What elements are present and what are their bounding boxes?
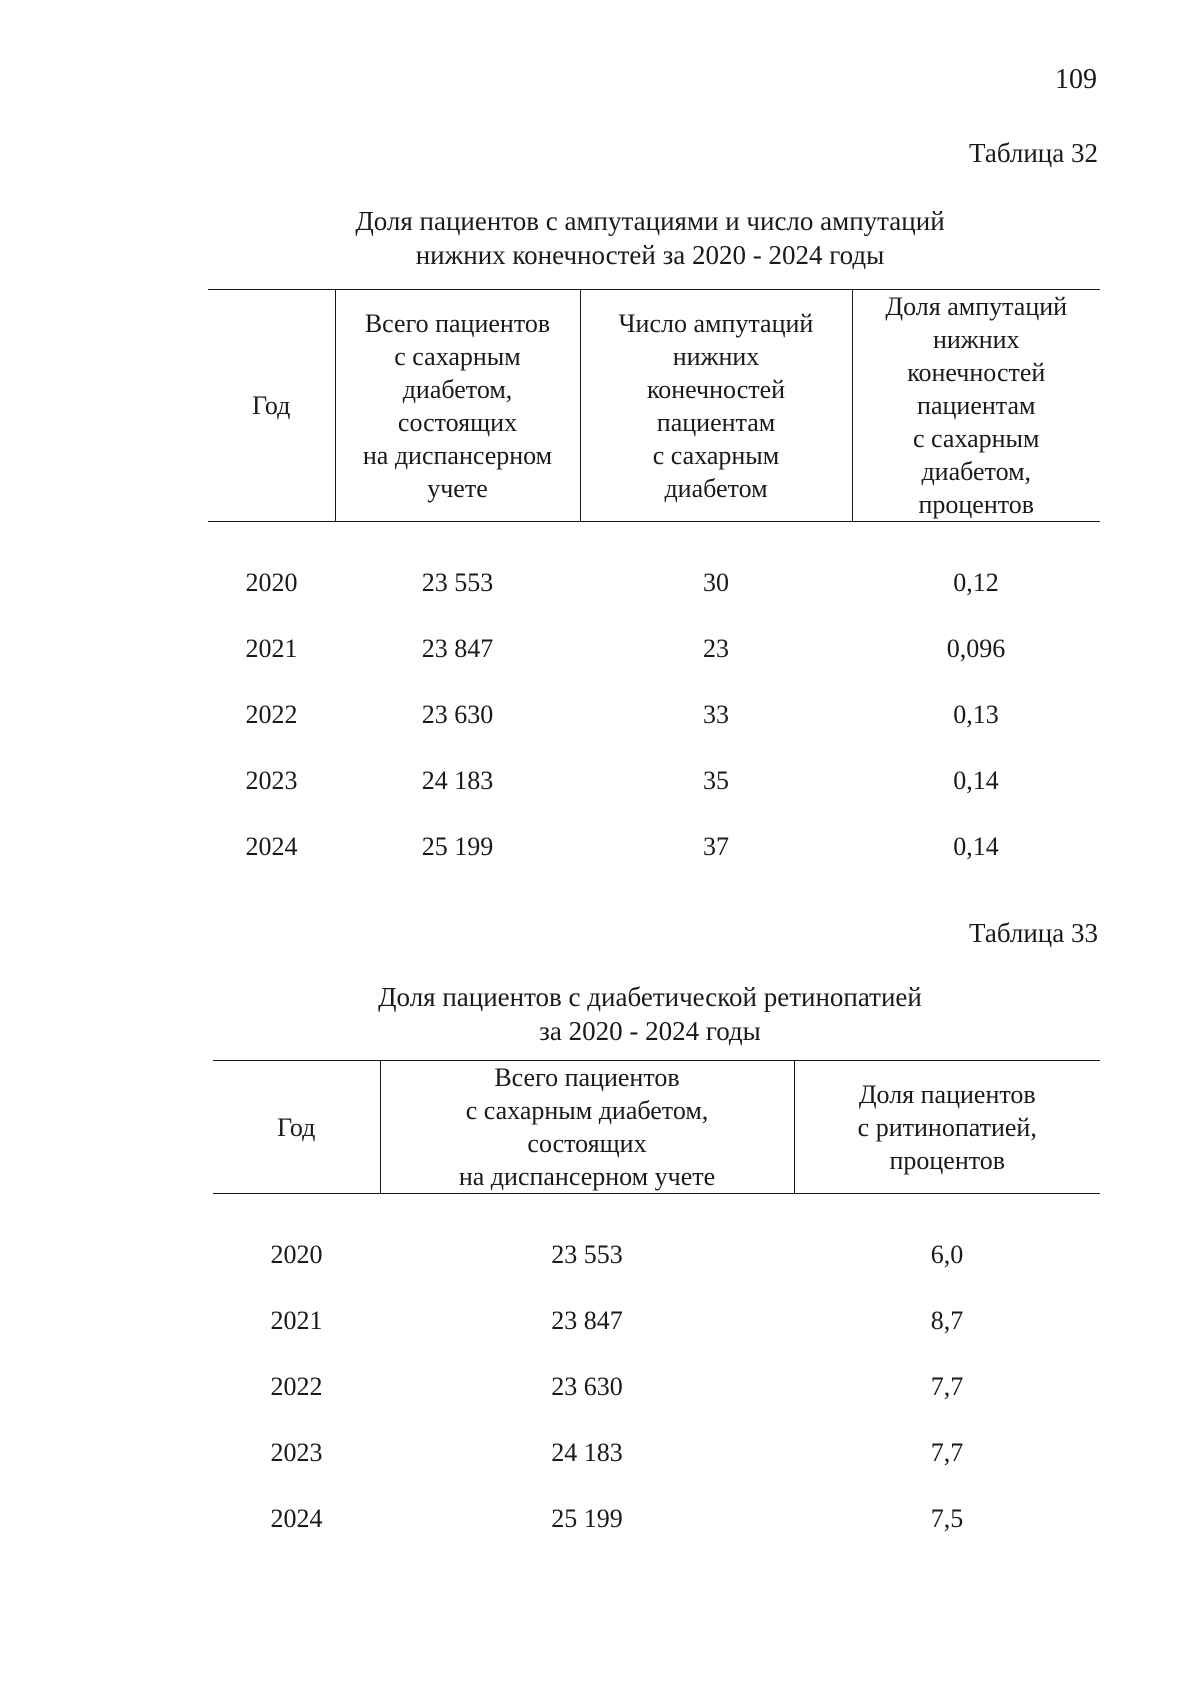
table-32-caption-line: нижних конечностей за 2020 - 2024 годы <box>415 240 885 270</box>
column-header-line: состоящих <box>527 1129 647 1158</box>
column-header-line: процентов <box>889 1145 1006 1175</box>
page-number: 109 <box>1055 64 1097 95</box>
column-header-line: диабетом <box>664 473 768 503</box>
column-header-line: Год <box>252 391 291 420</box>
table-32-body <box>208 522 1100 881</box>
column-header-line: Всего пациентов <box>494 1063 680 1092</box>
table-cell: 23 <box>703 633 729 663</box>
table-cell: 23 630 <box>551 1371 623 1401</box>
column-header-line: диабетом, <box>921 457 1032 486</box>
table-row <box>213 1288 1100 1354</box>
column-header <box>852 290 1100 522</box>
table-cell: 25 199 <box>551 1503 623 1533</box>
column-header-line: пациентам <box>917 391 1036 420</box>
table-cell: 23 553 <box>551 1239 623 1269</box>
column-header-line: с сахарным <box>652 440 780 470</box>
column-header-line: на диспансерном учете <box>458 1162 716 1191</box>
column-header-line: на диспансерном <box>362 440 553 470</box>
table-cell: 2020 <box>270 1239 323 1269</box>
column-header-line: Доля ампутаций <box>885 292 1068 321</box>
column-header-line: состоящих <box>397 407 518 437</box>
table-cell: 0,14 <box>953 831 999 861</box>
table-row <box>208 814 1100 880</box>
column-header-line: Всего пациентов <box>364 308 551 338</box>
column-header-line: Число ампутаций <box>618 308 814 338</box>
column-header-line: с сахарным <box>913 424 1040 453</box>
table-cell: 2023 <box>245 765 298 795</box>
table-32-header-row <box>208 290 1100 522</box>
table-32-caption <box>300 204 1000 272</box>
column-header-line: нижних <box>672 341 760 371</box>
column-header <box>380 1061 794 1194</box>
table-cell: 7,7 <box>930 1371 964 1401</box>
table-cell: 30 <box>703 567 729 597</box>
table-32-label: Таблица 32 <box>969 138 1098 168</box>
table-32-caption-line: Доля пациентов с ампутациями и число ампутаций <box>355 206 945 236</box>
table-cell: 2021 <box>270 1305 323 1335</box>
column-header <box>580 290 852 522</box>
table-cell: 23 630 <box>421 699 494 729</box>
table-row <box>213 1486 1100 1552</box>
table-row <box>208 522 1100 617</box>
table-cell: 23 553 <box>421 567 494 597</box>
table-cell: 23 847 <box>421 633 494 663</box>
table-cell: 0,13 <box>953 699 999 729</box>
table-cell: 2024 <box>270 1503 323 1533</box>
table-row <box>208 616 1100 682</box>
table-cell: 2022 <box>270 1371 323 1401</box>
table-cell: 0,14 <box>953 765 999 795</box>
table-cell: 7,5 <box>930 1503 964 1533</box>
column-header-line: с сахарным <box>394 341 521 371</box>
table-33-label: Таблица 33 <box>969 918 1098 948</box>
table-cell: 23 847 <box>551 1305 623 1335</box>
table-cell: 37 <box>703 831 729 861</box>
table-33-caption-line: за 2020 - 2024 годы <box>539 1016 761 1046</box>
column-header-line: пациентам <box>656 407 776 437</box>
table-row <box>213 1354 1100 1420</box>
column-header-line: с ритинопатией, <box>857 1112 1037 1142</box>
table-row <box>208 682 1100 748</box>
table-cell: 0,096 <box>946 633 1006 663</box>
column-header <box>335 290 580 522</box>
table-33-caption <box>340 980 960 1048</box>
column-header <box>794 1061 1100 1194</box>
column-header <box>213 1061 380 1194</box>
column-header-line: диабетом, <box>402 374 513 404</box>
column-header-line: нижних <box>932 325 1020 354</box>
table-cell: 2022 <box>245 699 298 729</box>
table-cell: 33 <box>703 699 729 729</box>
table-row <box>213 1194 1100 1289</box>
table-33-body <box>213 1194 1100 1553</box>
table-cell: 7,7 <box>930 1437 964 1467</box>
column-header-line: конечностей <box>646 374 786 404</box>
table-cell: 35 <box>703 765 729 795</box>
column-header-line: процентов <box>918 490 1035 519</box>
table-cell: 6,0 <box>930 1239 964 1269</box>
column-header-line: с сахарным диабетом, <box>465 1096 709 1125</box>
table-cell: 2023 <box>270 1437 323 1467</box>
column-header-line: Год <box>277 1112 316 1142</box>
table-row <box>208 748 1100 814</box>
table-row <box>213 1420 1100 1486</box>
table-32 <box>208 289 1100 880</box>
table-cell: 2024 <box>245 831 298 861</box>
column-header-line: Доля пациентов <box>858 1079 1036 1109</box>
column-header <box>208 290 335 522</box>
column-header-line: конечностей <box>907 358 1046 387</box>
table-cell: 2021 <box>245 633 298 663</box>
table-33-caption-line: Доля пациентов с диабетической ретинопатией <box>378 982 922 1012</box>
table-cell: 0,12 <box>953 567 999 597</box>
table-cell: 24 183 <box>551 1437 623 1467</box>
table-33-header-row <box>213 1061 1100 1194</box>
table-cell: 25 199 <box>421 831 494 861</box>
table-33 <box>213 1060 1100 1552</box>
table-cell: 24 183 <box>421 765 494 795</box>
column-header-line: учете <box>427 473 488 503</box>
table-cell: 8,7 <box>930 1305 964 1335</box>
table-cell: 2020 <box>245 567 298 597</box>
